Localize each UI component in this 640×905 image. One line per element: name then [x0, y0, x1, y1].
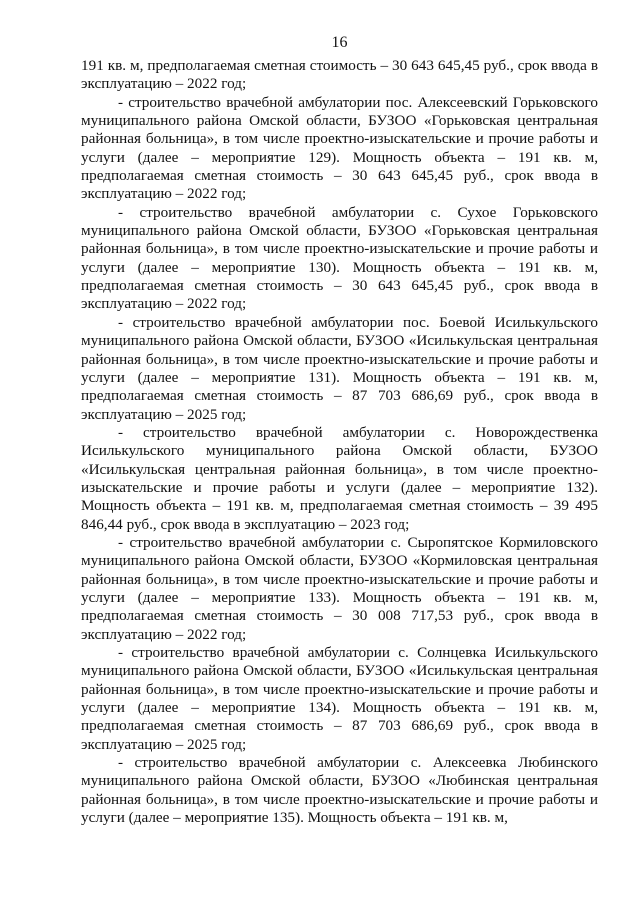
- paragraph-event-131: - строительство врачебной амбулатории пос. Боевой Исилькульского муниципального района Омской области, БУЗОО «Исилькульская центральная районная больница», в том числе проектно-изыскательские и прочие работы и услуги (далее – мероприятие 131). Мощность объекта – 191 кв. м, предполагаемая сметная стоимость – 87 703 686,69 руб., срок ввода в эксплуатацию – 2025 год;: [81, 313, 598, 423]
- document-page: [81, 33, 598, 827]
- paragraph-event-133: - строительство врачебной амбулатории с. Сыропятское Кормиловского муниципального района Омской области, БУЗОО «Кормиловская центральная районная больница», в том числе проектно-изыскательские и прочие работы и услуги (далее – мероприятие 133). Мощность объекта – 191 кв. м, предполагаемая сметная стоимость – 30 008 717,53 руб., срок ввода в эксплуатацию – 2022 год;: [81, 533, 598, 643]
- paragraph-event-130: - строительство врачебной амбулатории с. Сухое Горьковского муниципального района Омской области, БУЗОО «Горьковская центральная районная больница», в том числе проектно-изыскательские и прочие работы и услуги (далее – мероприятие 130). Мощность объекта – 191 кв. м, предполагаемая сметная стоимость – 30 643 645,45 руб., срок ввода в эксплуатацию – 2022 год;: [81, 203, 598, 313]
- paragraph-event-129: - строительство врачебной амбулатории пос. Алексеевский Горьковского муниципального района Омской области, БУЗОО «Горьковская центральная районная больница», в том числе проектно-изыскательские и прочие работы и услуги (далее – мероприятие 129). Мощность объекта – 191 кв. м, предполагаемая сметная стоимость – 30 643 645,45 руб., срок ввода в эксплуатацию – 2022 год;: [81, 93, 598, 203]
- paragraph-continuation: 191 кв. м, предполагаемая сметная стоимость – 30 643 645,45 руб., срок ввода в эксплуатацию – 2022 год;: [81, 57, 598, 93]
- page-number: 16: [331, 34, 348, 51]
- paragraph-event-135: - строительство врачебной амбулатории с. Алексеевка Любинского муниципального района Омской области, БУЗОО «Любинская центральная районная больница», в том числе проектно-изыскательские и прочие работы и услуги (далее – мероприятие 135). Мощность объекта – 191 кв. м,: [81, 754, 598, 827]
- paragraph-event-134: - строительство врачебной амбулатории с. Солнцевка Исилькульского муниципального района Омской области, БУЗОО «Исилькульская центральная районная больница», в том числе проектно-изыскательские и прочие работы и услуги (далее – мероприятие 134). Мощность объекта – 191 кв. м, предполагаемая сметная стоимость – 87 703 686,69 руб., срок ввода в эксплуатацию – 2025 год;: [81, 644, 598, 753]
- paragraph-event-132: - строительство врачебной амбулатории с. Новорождественка Исилькульского муниципального района Омской области, БУЗОО «Исилькульская центральная районная больница», в том числе проектно-изыскательские и прочие работы и услуги (далее – мероприятие 132). Мощность объекта – 191 кв. м, предполагаемая сметная стоимость – 39 495 846,44 руб., срок ввода в эксплуатацию – 2023 год;: [81, 423, 598, 533]
